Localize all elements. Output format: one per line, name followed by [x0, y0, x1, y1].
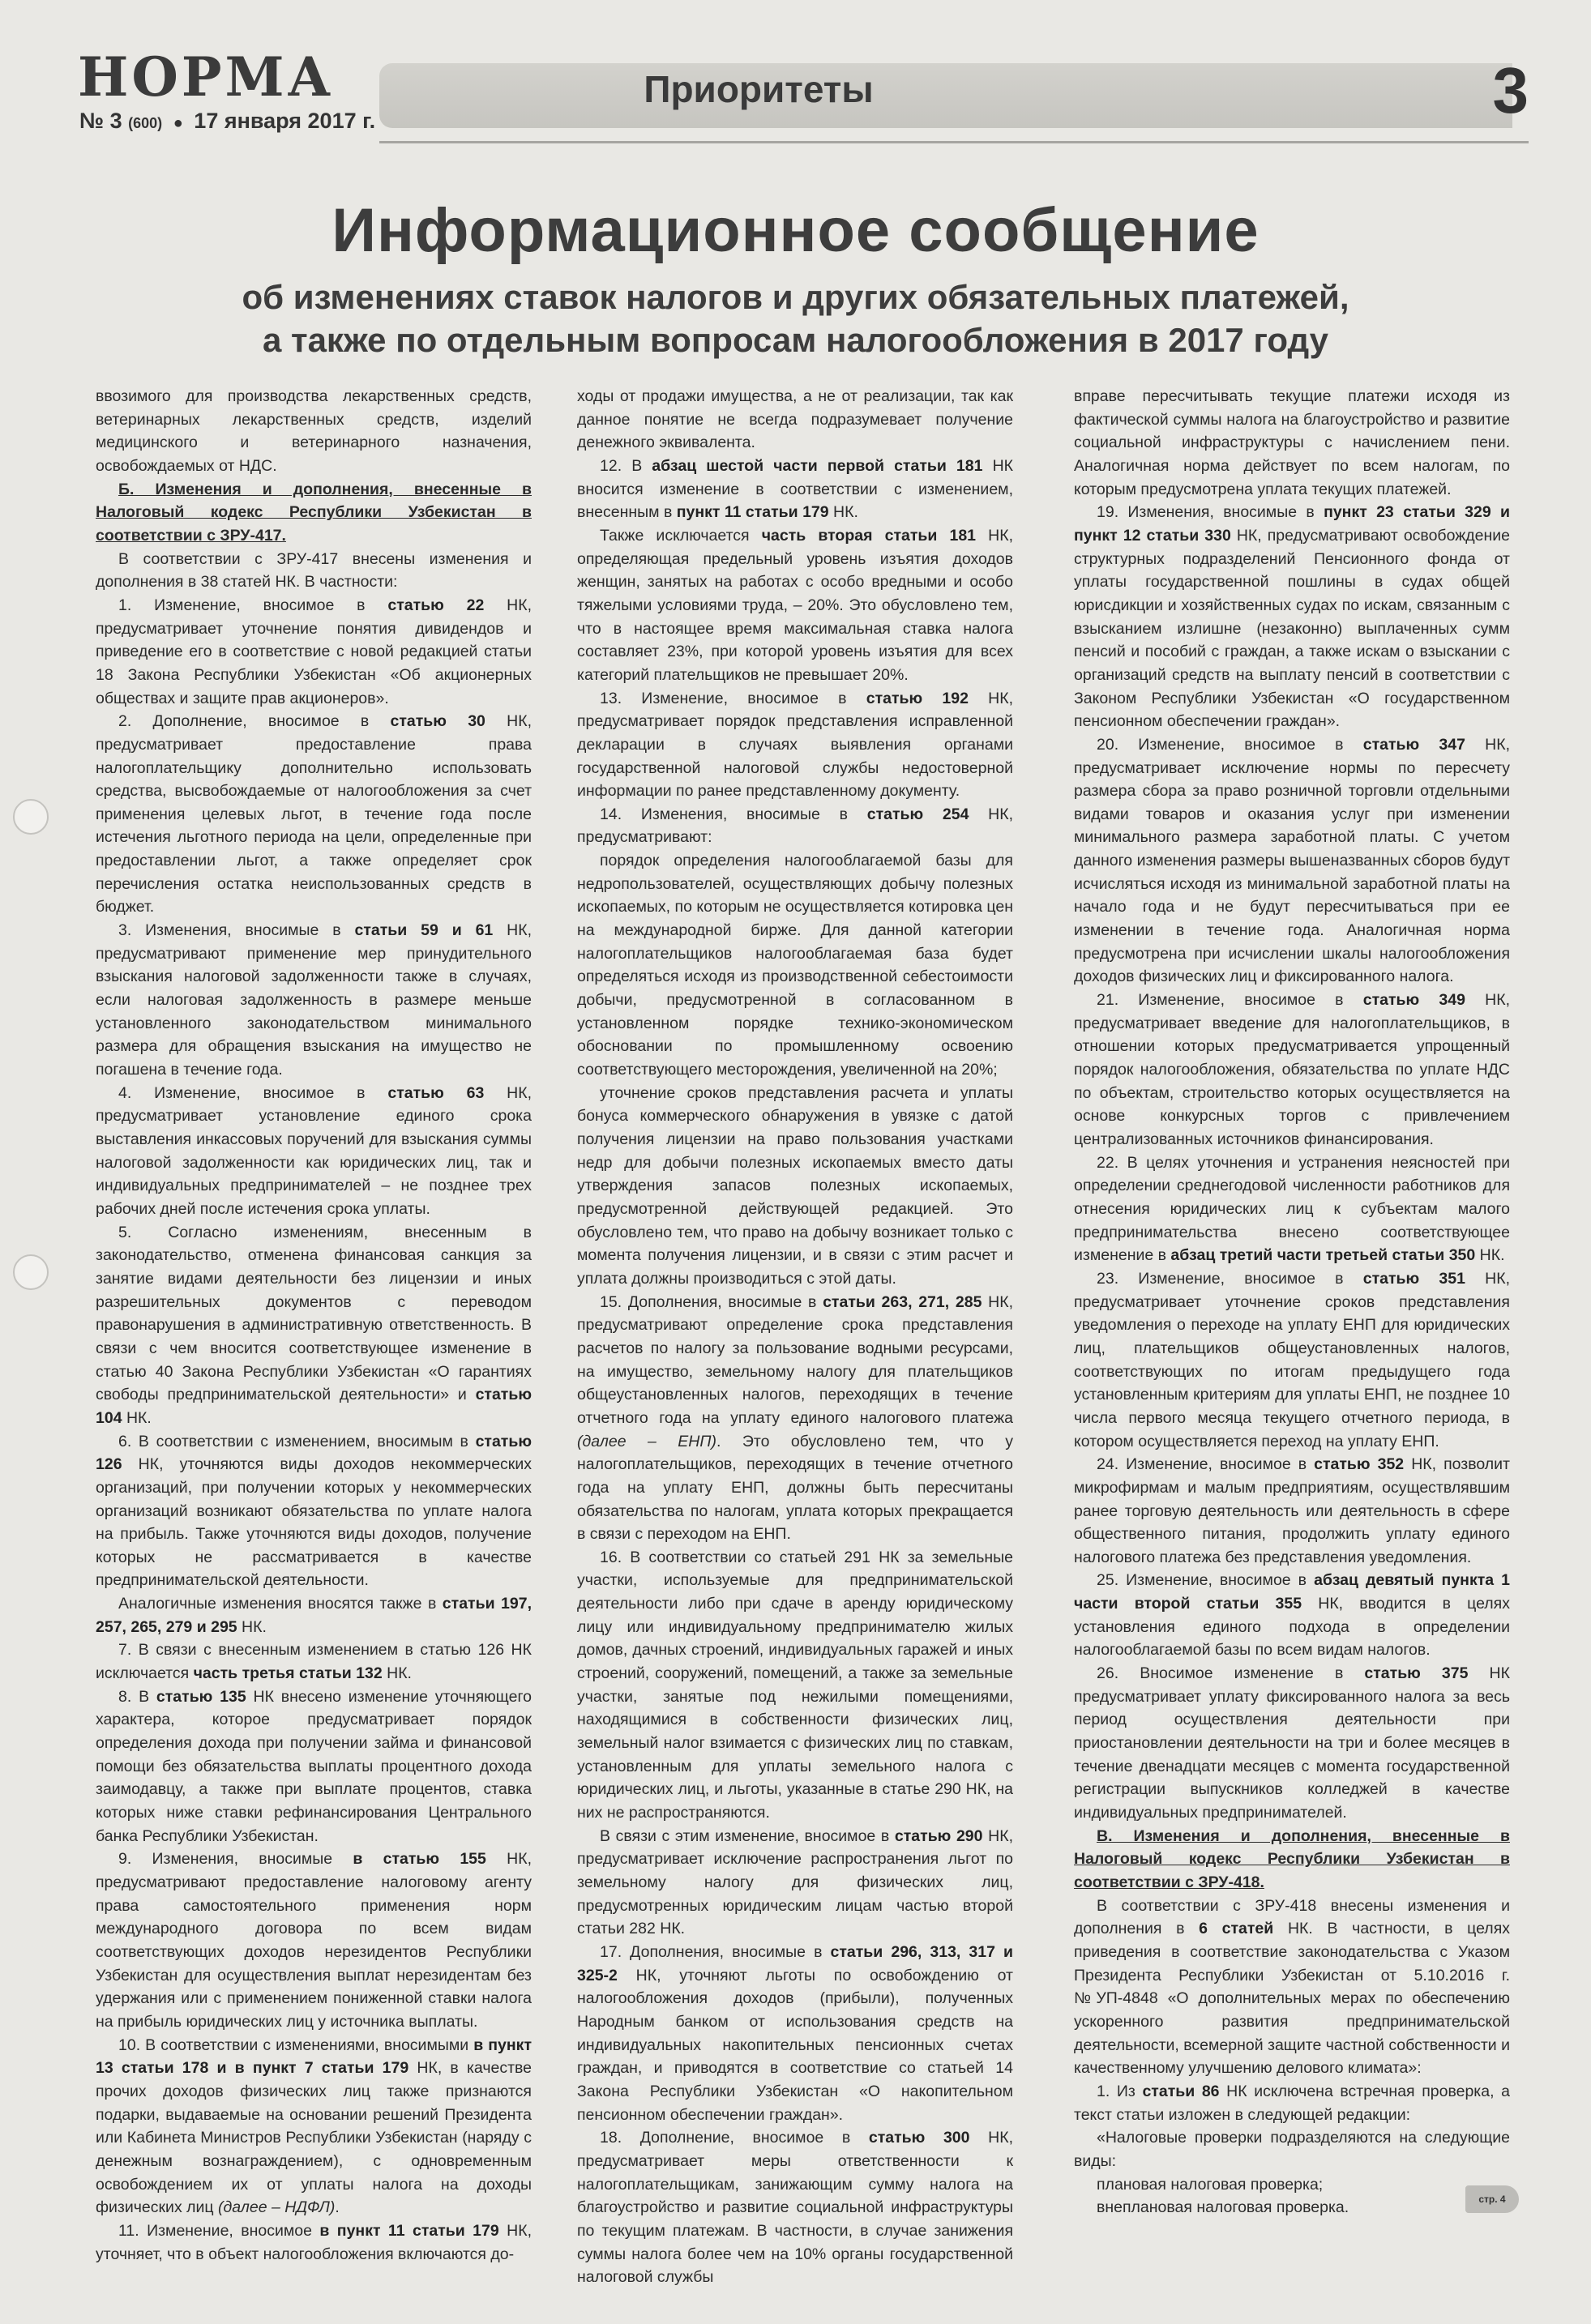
paragraph: 10. В соответствии с изменениями, вносимыми в пункт 13 статьи 178 и в пункт 7 статьи 179 НК, в качестве прочих доходов физических лиц также признаются подарки, выдаваемые на основании решений Президента или Кабинета Министров Республики Узбекистан (наряду с денежным вознаграждением), с одновременным освобождением их от уплаты налога на доходы физических лиц (далее – НДФЛ). [96, 2036, 532, 2217]
section-heading: Б. Изменения и дополнения, внесенные в Налоговый кодекс Республики Узбекистан в соответствии с ЗРУ-417. [96, 480, 532, 545]
subtitle-line: об изменениях ставок налогов и других обязательных платежей, [242, 278, 1349, 316]
bullet-icon: ● [173, 114, 183, 132]
paragraph: 24. Изменение, вносимое в статью 352 НК, позволит микрофирмам и малым предприятиям, осуществлявшим ранее торговую деятельность или деятельность в сфере общественного питания, продолжить уплату единого налогового платежа без представления уведомления. [1074, 1455, 1510, 1566]
paragraph: 1. Изменение, вносимое в статью 22 НК, предусматривает уточнение понятия дивидендов и приведение его в соответствие с новой редакцией статьи 18 Закона Республики Узбекистан «Об акционерных обществах и защите прав акционеров». [96, 596, 532, 707]
paragraph: В соответствии с ЗРУ-418 внесены изменения и дополнения в 6 статей НК. В частности, в целях приведения в соответствие законодательства с Указом Президента Республики Узбекистан от 5.10.2016 г. №УП-4848 «О дополнительных мерах по обеспечению ускоренного развития предпринимательской деятельности, всемерной защите частной собственности и качественному улучшению делового климата»: [1074, 1896, 1511, 2078]
paragraph: 19. Изменения, вносимые в пункт 23 статьи 329 и пункт 12 статьи 330 НК, предусматривают освобождение структурных подразделений Пенсионного фонда от уплаты государственной пошлины в судах общей юрисдикции и хозяйственных судах по искам, связанным с взысканием излишне (незаконно) выплаченных сумм пенсий и пособий с граждан, а также искам о взыскании с организаций средств на выплату пенсий в соответствии с Законом Республики Узбекистан «О государственном пенсионном обеспечении граждан». [1074, 503, 1510, 731]
paragraph: 20. Изменение, вносимое в статью 347 НК, предусматривает исключение нормы по пересчету размера сбора за право розничной торговли отдельными видами товаров и оказания услуг при изменении минимального размера заработной платы. С учетом данного изменения размеры вышеназванных сборов будут исчисляться исходя из минимальной заработной платы на начало года и не будут пересчитываться при ее изменении в течение года. Аналогичная норма предусмотрена при исчислении шкалы налогообложения доходов физических лиц и фиксированного налога. [1074, 735, 1510, 986]
text-column-1 [96, 385, 532, 2266]
paragraph: 21. Изменение, вносимое в статью 349 НК, предусматривает введение для налогоплательщиков, в отношении которых предусматривается упрощенный порядок налогообложения, обязательства по уплате НДС по объектам, строительство которых осуществляется на основе конкурсных торгов с привлечением централизованных источников финансирования. [1074, 991, 1510, 1148]
paragraph: 1. Из статьи 86 НК исключена встречная проверка, а текст статьи изложен в следующей редакции: [1074, 2082, 1510, 2124]
section-heading: В. Изменения и дополнения, внесенные в Налоговый кодекс Республики Узбекистан в соответствии с ЗРУ-418. [1074, 1826, 1510, 1891]
paragraph: 16. В соответствии со статьей 291 НК за земельные участки, используемые для предпринимательской деятельности либо при сдаче в аренду юридическому лицу или индивидуальному предпринимателю жилых домов, дачных строений, индивидуальных гаражей и иных строений, сооружений, помещений, а также за земельные участки, занятые под нежилыми помещениями, находящимися в собственности физических лиц, земельный налог взимается с физических лиц по ставкам, установленным для уплаты земельного налога с юридических лиц, и льготы, указанные в статье 290 НК, на них не распространяются. [577, 1548, 1013, 1822]
issue-info [79, 109, 375, 134]
rubric-title: Приоритеты [644, 68, 874, 110]
paragraph: 2. Дополнение, вносимое в статью 30 НК, предусматривает предоставление права налогоплательщику дополнительно использовать средства, высвобождаемые от налогообложения за счет применения целевых льгот, в течение года после истечения льготного периода на цели, определенные при предоставлении льгот, а также определяет срок перечисления остатка неиспользованных средств в бюджет. [96, 712, 532, 916]
paragraph: вправе пересчитывать текущие платежи исходя из фактической суммы налога на благоустройство и развитие социальной инфраструктуры с начислением пени. Аналогичная норма действует по всем налогам, по которым предусмотрена уплата текущих платежей. [1074, 387, 1510, 498]
paragraph: 4. Изменение, вносимое в статью 63 НК, предусматривает установление единого срока выставления инкассовых поручений для взыскания суммы налоговой задолженности как юридических лиц, так и индивидуальных предпринимателей – не позднее трех рабочих дней после истечения срока уплаты. [96, 1083, 532, 1218]
text-column-2 [577, 385, 1013, 2289]
paragraph: ходы от продажи имущества, а не от реализации, так как данное понятие не всегда подразумевает получение денежного эквивалента. [577, 387, 1013, 452]
paragraph: внеплановая налоговая проверка. [1097, 2198, 1349, 2217]
paragraph: 13. Изменение, вносимое в статью 192 НК, предусматривает порядок представления исправленной декларации в случаях выявления органами государственной налоговой службы недостоверной информации по ранее представленному документу. [577, 689, 1013, 801]
punch-hole [13, 799, 49, 835]
paragraph: В соответствии с ЗРУ-417 внесены изменения и дополнения в 38 статей НК. В частности: [96, 549, 532, 592]
masthead [78, 45, 1529, 147]
paragraph: 5. Согласно изменениям, внесенным в законодательство, отменена финансовая санкция за занятие видами деятельности без лицензии и иных разрешительных документов с переводом правонарушения в административную ответственность. В связи с чем вносится соответствующее изменение в статью 40 Закона Республики Узбекистан «О гарантиях свободы предпринимательской деятельности» и статью 104 НК. [96, 1223, 532, 1427]
paragraph: 22. В целях уточнения и устранения неясностей при определении среднегодовой численности работников для отнесения юридических лиц к субъектам малого предпринимательства внесено соответствующее изменение в абзац третий части третьей статьи 350 НК. [1074, 1153, 1510, 1265]
newspaper-logo: НОРМА [78, 45, 335, 109]
text-column-3 [1074, 385, 1510, 2219]
paragraph: 8. В статью 135 НК внесено изменение уточняющего характера, которое предусматривает порядок определения дохода при получении займа и финансовой помощи без обязательства выплаты процентного дохода заимодавцу, а также при выплате процентов, ставка которых ниже ставки рефинансирования Центрального банка Республики Узбекистан. [96, 1687, 532, 1845]
article-title: Информационное сообщение [331, 196, 1260, 265]
continuation-marker: стр. 4 [1465, 2185, 1519, 2213]
paragraph: ввозимого для производства лекарственных средств, ветеринарных лекарственных средств, изделий медицинского и ветеринарного назначения, освобождаемых от НДС. [96, 387, 532, 475]
paragraph: 12. В абзац шестой части первой статьи 181 НК вносится изменение в соответствии с изменением, внесенным в пункт 11 статьи 179 НК. [577, 456, 1014, 522]
paragraph: 26. Вносимое изменение в статью 375 НК предусматривает уплату фиксированного налога за весь период осуществления деятельности при приостановлении деятельности на три и более месяцев в течение двенадцати месяцев с момента государственной регистрации выпускников колледжей в качестве индивидуальных предпринимателей. [1074, 1664, 1511, 1822]
paragraph: уточнение сроков представления расчета и уплаты бонуса коммерческого обнаружения в увязке с датой получения лицензии на право пользования участками недр для добычи полезных ископаемых вместо даты утверждения запасов полезных ископаемых, предусмотренной действующей редакцией. Это обусловлено тем, что право на добычу возникает только с момента получения лицензии, и в связи с этим расчет и уплата должны производиться с этой даты. [577, 1083, 1013, 1288]
paragraph: 14. Изменения, вносимые в статью 254 НК, предусматривают: [577, 805, 1014, 847]
paragraph: Также исключается часть вторая статьи 181 НК, определяющая предельный уровень изъятия доходов женщин, занятых на работах с особо вредными и особо тяжелыми условиями труда, – 20%. Это обусловлено тем, что в настоящее время максимальная ставка налога составляет 23%, при которой уровень изъятия для всех категорий плательщиков не превышает 20%. [577, 526, 1013, 684]
paragraph: 11. Изменение, вносимое в пункт 11 статьи 179 НК, уточняет, что в объект налогообложения включаются до- [96, 2221, 532, 2263]
punch-hole [13, 1254, 49, 1290]
issue-number: № 3 [79, 109, 122, 133]
paragraph: 25. Изменение, вносимое в абзац девятый пункта 1 части второй статьи 355 НК, вводится в целях установления единого подхода в определении налогооблагаемой базы по всем видам налогов. [1074, 1571, 1510, 1660]
subtitle-line: а также по отдельным вопросам налогообложения в 2017 году [262, 321, 1329, 359]
paragraph: 6. В соответствии с изменением, вносимым в статью 126 НК, уточняются виды доходов некоммерческих организаций, при получении которых у некоммерческих организаций возникают обязательства по уплате налога на прибыль. Также уточняются виды доходов, получение которых не рассматривается в качестве предпринимательской деятельности. [96, 1432, 532, 1590]
issue-total: (600) [128, 115, 163, 131]
page-number: 3 [1492, 54, 1529, 126]
paragraph: 7. В связи с внесенным изменением в статью 126 НК исключается часть третья статьи 132 НК. [96, 1641, 532, 1683]
paragraph: 23. Изменение, вносимое в статью 351 НК, предусматривает уточнение сроков представления уведомления о переходе на уплату ЕНП для юридических лиц, плательщиков общеустановленных налогов, соответствующих по итогам предыдущего года установленным критериям для уплаты ЕНП, не позднее 10 числа первого месяца текущего отчетного периода, в котором осуществляется переход на уплату ЕНП. [1074, 1269, 1510, 1450]
paragraph: 15. Дополнения, вносимые в статьи 263, 271, 285 НК, предусматривают определение срока представления расчетов по налогу за пользование водными ресурсами, на имущество, земельному налогу для плательщиков общеустановленных налогов, переходящих в течение отчетного года на уплату единого налогового платежа (далее – ЕНП). Это обусловлено тем, что у налогоплательщиков, переходящих в течение отчетного года на уплату ЕНП, должны быть пересчитаны обязательства по налогам, уплата которых прекращается в связи с переходом на ЕНП. [577, 1292, 1014, 1544]
paragraph: 17. Дополнения, вносимые в статьи 296, 313, 317 и 325-2 НК, уточняют льготы по освобождению от налогообложения доходов (прибыли), полученных Народным банком от использования средств на индивидуальных накопительных пенсионных счетах граждан, и приводятся в соответствие со статьей 14 Закона Республики Узбекистан «О накопительном пенсионном обеспечении граждан». [577, 1942, 1013, 2124]
paragraph: 3. Изменения, вносимые в статьи 59 и 61 НК, предусматривают применение мер принудительного взыскания налоговой задолженности также в случаях, если налоговая задолженность в размере меньше установленного законодательством минимального размера для обращения взыскания на имущество не погашена в течение года. [96, 921, 532, 1079]
issue-date: 17 января 2017 г. [194, 109, 376, 133]
paragraph: порядок определения налогооблагаемой базы для недропользователей, осуществляющих добычу полезных ископаемых, по которым не осуществляется котировка цен на международной бирже. Для данной категории налогоплательщиков налогооблагаемая база будет определяться исходя из производственной себестоимости добычи, предусмотренной в согласованном в установленном порядке технико-экономическом обосновании по промышленному освоению соответствующего месторождения, увеличенной на 20%; [577, 852, 1013, 1079]
paragraph: 18. Дополнение, вносимое в статью 300 НК, предусматривает меры ответственности к налогоплательщикам, занижающим сумму налога на благоустройство и развитие социальной инфраструктуры по текущим платежам. В частности, в случае занижения суммы налога более чем на 10% органы государственной налоговой службы [577, 2129, 1013, 2287]
header-divider [379, 141, 1529, 143]
paragraph: 9. Изменения, вносимые в статью 155 НК, предусматривают предоставление налоговому агенту права самостоятельного применения норм международного договора по всем видам соответствующих доходов нерезидентов Республики Узбекистан для осуществления выплат нерезидентам без удержания или с применением пониженной ставки налога на прибыль юридических лиц у источника выплаты. [96, 1850, 532, 2031]
paragraph: В связи с этим изменение, вносимое в статью 290 НК, предусматривает исключение распространения льгот по земельному налогу для физических лиц, предусмотренных юридическим лицам частью второй статьи 282 НК. [577, 1826, 1014, 1938]
article-subtitle [0, 276, 1591, 361]
paragraph: плановая налоговая проверка; [1097, 2175, 1324, 2194]
paragraph: «Налоговые проверки подразделяются на следующие виды: [1074, 2129, 1510, 2170]
paragraph: Аналогичные изменения вносятся также в статьи 197, 257, 265, 279 и 295 НК. [96, 1595, 532, 1636]
